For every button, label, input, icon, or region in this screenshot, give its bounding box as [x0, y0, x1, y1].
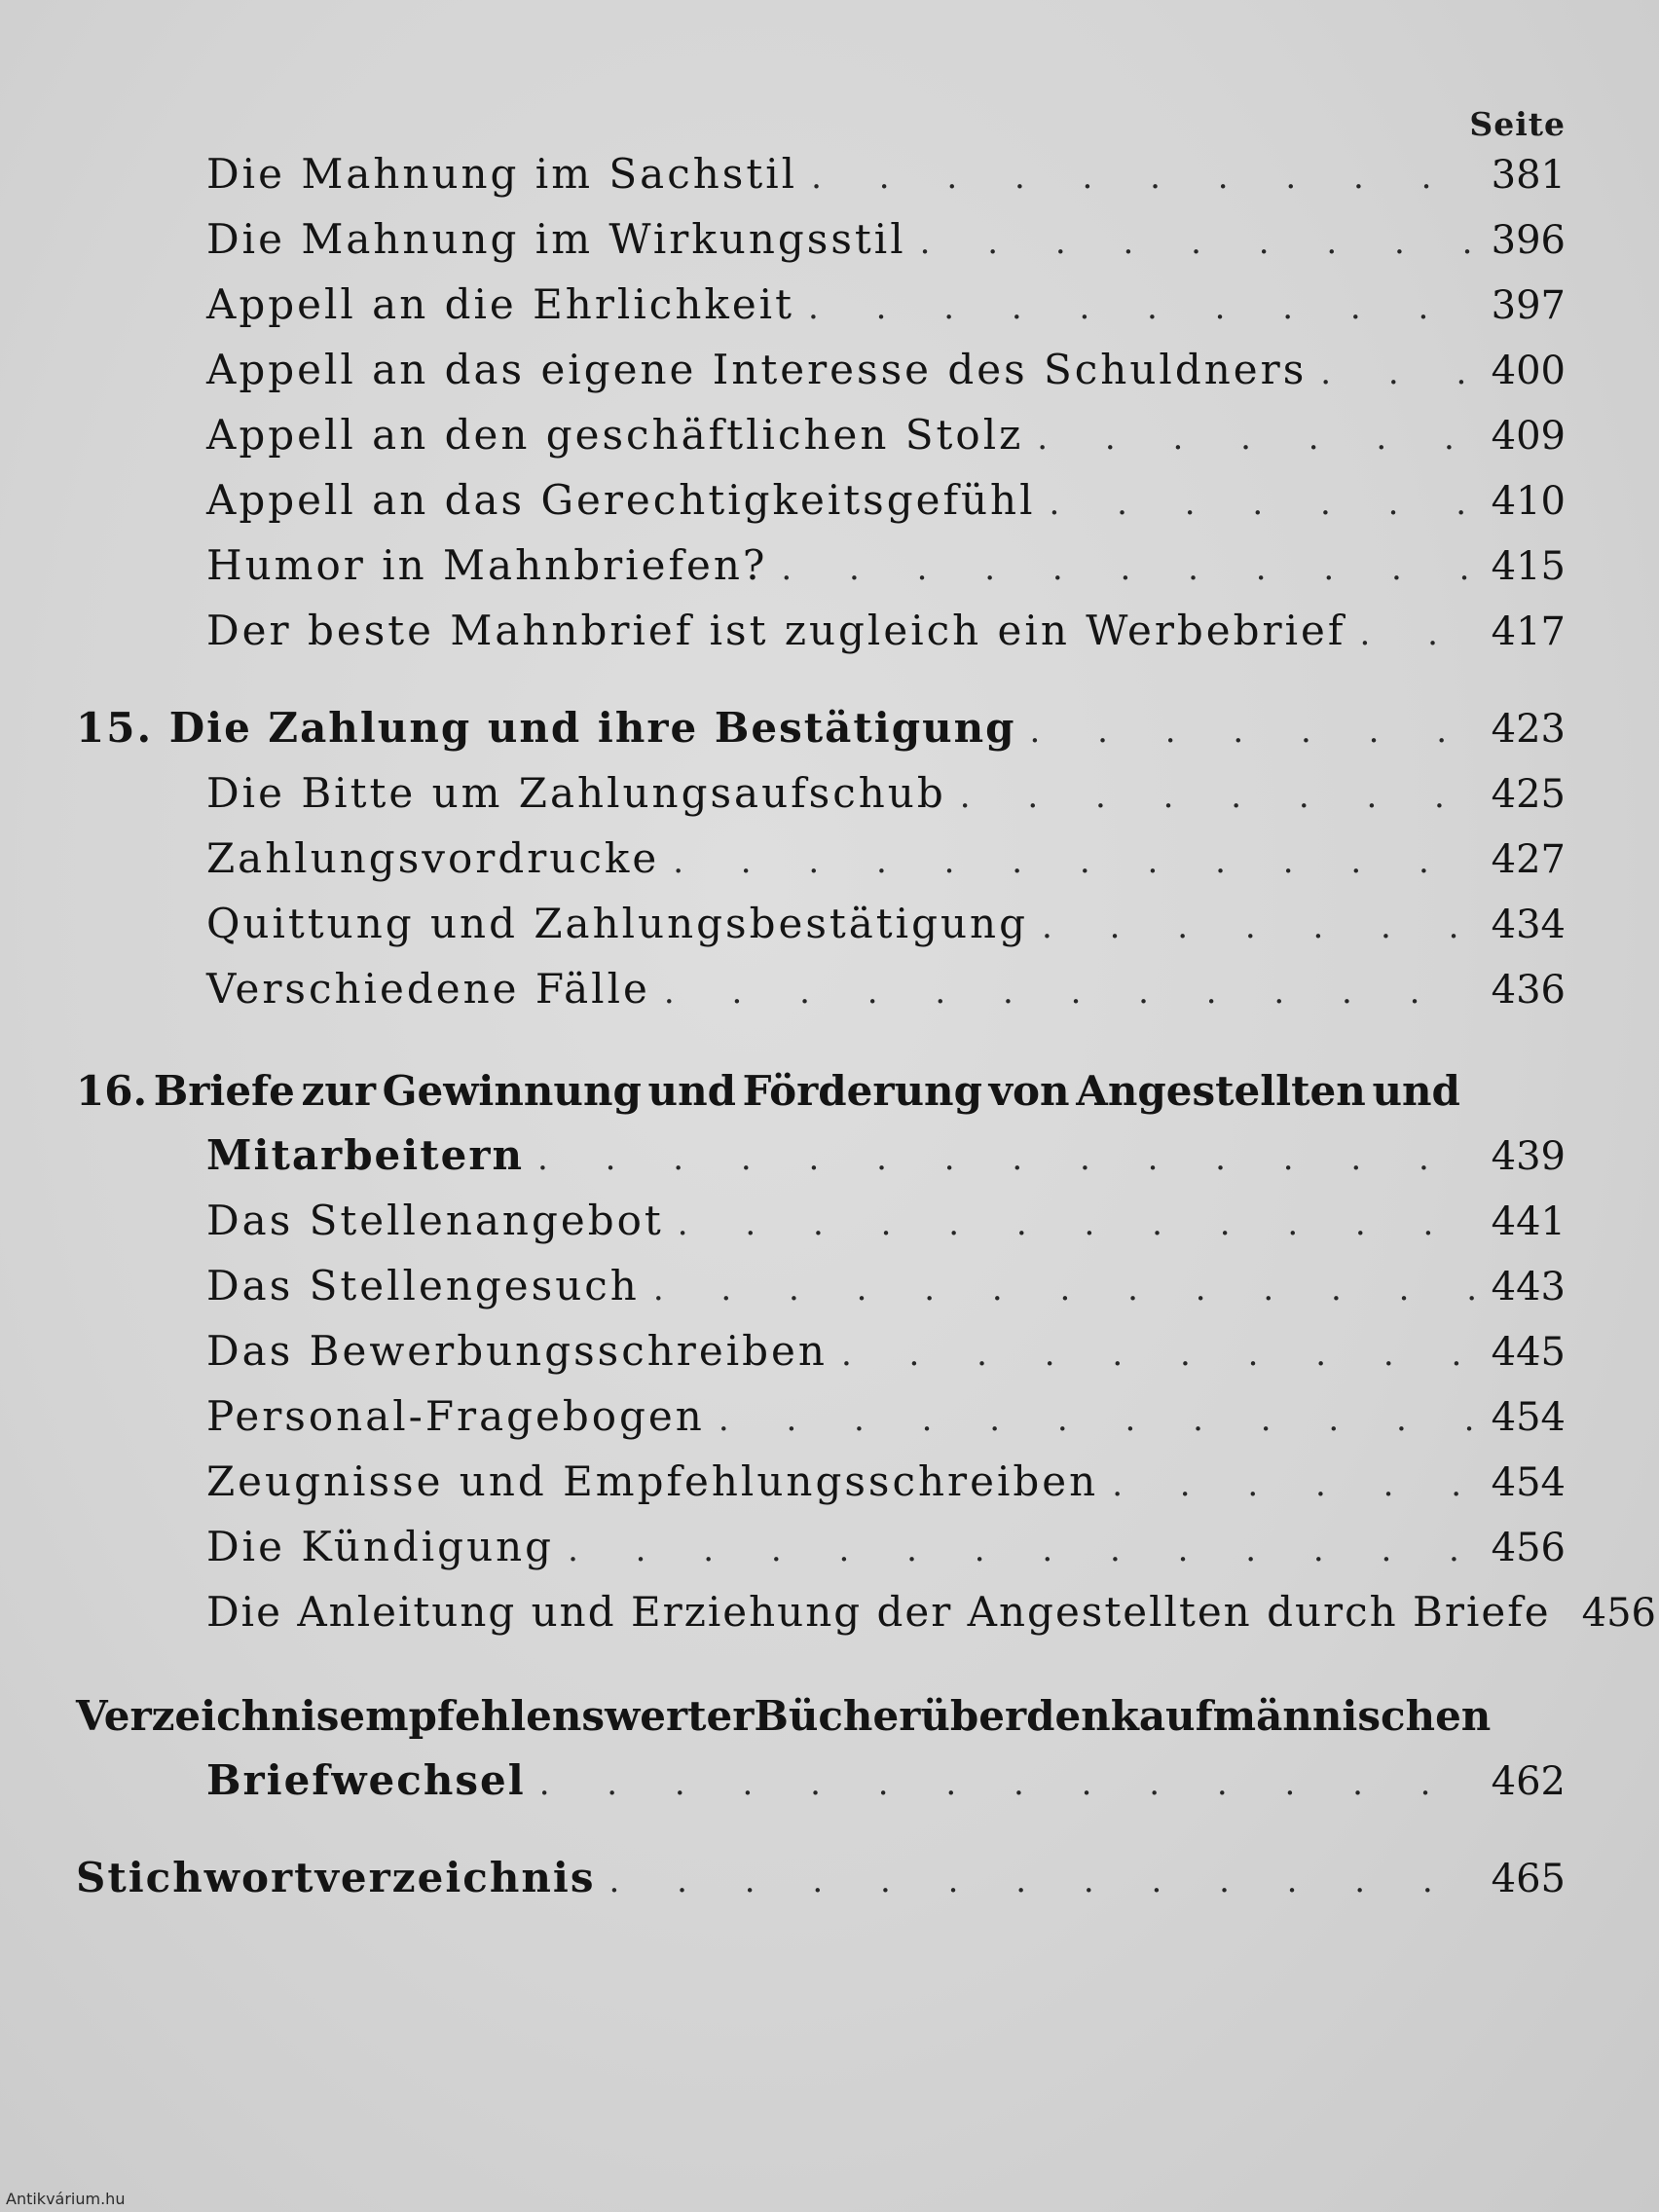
- toc-entry: [206, 150, 1566, 214]
- toc-entry: [206, 607, 1566, 671]
- heading-word: Verzeichnis: [76, 1692, 340, 1740]
- toc-entry-page: 445: [1491, 1330, 1566, 1375]
- toc-entry-title: Verschiedene Fälle: [206, 965, 650, 1013]
- toc-entry-title: Das Bewerbungsschreiben: [206, 1327, 828, 1375]
- toc-entry-page: 456: [1491, 1526, 1566, 1570]
- toc-entry: [206, 769, 1566, 833]
- dot-leader: [1320, 353, 1473, 392]
- toc-entry-title: Appell an die Ehrlichkeit: [206, 280, 794, 328]
- dot-leader: [537, 1139, 1474, 1178]
- toc-entry: [206, 1392, 1566, 1456]
- toc-entry-page: 396: [1491, 218, 1566, 263]
- heading-word: von: [988, 1067, 1070, 1115]
- heading-word: Briefe: [153, 1067, 295, 1115]
- toc-entry-page: 427: [1491, 837, 1566, 882]
- dot-leader: [808, 288, 1474, 327]
- toc-chapter: [206, 1756, 1566, 1821]
- toc-chapter: [76, 704, 1566, 768]
- heading-word: den: [1026, 1692, 1111, 1740]
- heading-word: Förderung: [742, 1067, 982, 1115]
- toc-entry-title: Das Stellengesuch: [206, 1262, 640, 1309]
- toc-entry: [206, 346, 1566, 410]
- heading-word: kaufmännischen: [1110, 1692, 1492, 1740]
- toc-entry-page: 397: [1491, 283, 1566, 328]
- toc-entry-title: Appell an das Gerechtigkeitsgefühl: [206, 476, 1036, 524]
- toc-entry-title: Die Mahnung im Wirkungsstil: [206, 215, 906, 263]
- toc-chapter-title-line: [76, 1692, 1492, 1756]
- heading-word: und: [1372, 1067, 1460, 1115]
- toc-entry: [206, 476, 1566, 540]
- dot-leader: [1030, 712, 1474, 751]
- toc-entry-page: 381: [1491, 153, 1566, 198]
- toc-entry-title: Quittung und Zahlungsbestätigung: [206, 900, 1028, 947]
- heading-word: Gewinnung: [382, 1067, 642, 1115]
- dot-leader: [539, 1764, 1474, 1803]
- dot-leader: [653, 1270, 1474, 1309]
- toc-entry: [206, 1197, 1566, 1261]
- dot-leader: [678, 1204, 1474, 1243]
- dot-leader: [781, 549, 1473, 588]
- heading-word: empfehlenswerter: [339, 1692, 755, 1740]
- toc-entry-title: Personal-Fragebogen: [206, 1392, 705, 1440]
- heading-word: und: [647, 1067, 736, 1115]
- toc-entry-page: 410: [1491, 479, 1566, 524]
- toc-entry: [206, 1588, 1657, 1652]
- toc-chapter-page: 439: [1491, 1134, 1566, 1179]
- toc-entry-title: Das Stellenangebot: [206, 1197, 664, 1244]
- toc-entry: [206, 834, 1566, 899]
- toc-chapter-title: Briefwechsel: [206, 1756, 526, 1804]
- dot-leader: [719, 1400, 1474, 1439]
- toc-entry-page: 425: [1491, 772, 1566, 817]
- toc-entry-page: 456: [1581, 1591, 1657, 1636]
- dot-leader: [960, 777, 1474, 816]
- dot-leader: [1037, 419, 1473, 458]
- dot-leader: [568, 1530, 1474, 1569]
- dot-leader: [609, 1862, 1474, 1900]
- dot-leader: [673, 842, 1473, 881]
- dot-leader: [841, 1335, 1474, 1374]
- toc-chapter: [76, 1854, 1566, 1918]
- dot-leader: [1359, 614, 1473, 653]
- toc-entry-page: 443: [1491, 1265, 1566, 1309]
- toc-entry: [206, 215, 1566, 279]
- toc-entry: [206, 411, 1566, 475]
- toc-chapter-title-line: [76, 1067, 1460, 1131]
- toc-entry-title: Der beste Mahnbrief ist zugleich ein Werbebrief: [206, 607, 1346, 654]
- toc-entry: [206, 1327, 1566, 1391]
- toc-entry-page: 441: [1491, 1199, 1566, 1244]
- toc-entry-title: Die Bitte um Zahlungsaufschub: [206, 769, 946, 817]
- dot-leader: [1050, 484, 1474, 523]
- toc-entry-title: Zahlungsvordrucke: [206, 834, 660, 882]
- toc-entry: [206, 900, 1566, 964]
- toc-entry: [206, 541, 1566, 606]
- heading-word: über: [920, 1692, 1027, 1740]
- toc-entry-title: Die Kündigung: [206, 1523, 555, 1570]
- dot-leader: [664, 973, 1474, 1012]
- watermark: Antikvárium.hu: [6, 2190, 126, 2208]
- heading-word: Bücher: [754, 1692, 921, 1740]
- toc-chapter: [206, 1131, 1566, 1196]
- heading-word: zur: [301, 1067, 376, 1115]
- toc-entry-title: Humor in Mahnbriefen?: [206, 541, 768, 589]
- toc-entry-page: 454: [1491, 1460, 1566, 1505]
- toc-entry: [206, 1262, 1566, 1326]
- toc-entry-page: 436: [1491, 968, 1566, 1013]
- toc-entry-page: 454: [1491, 1395, 1566, 1440]
- toc-chapter-page: 465: [1491, 1857, 1566, 1901]
- dot-leader: [1042, 907, 1474, 946]
- toc-entry-page: 417: [1491, 609, 1566, 654]
- toc-entry: [206, 1457, 1566, 1522]
- toc-entry-page: 415: [1491, 544, 1566, 589]
- toc-entry-title: Zeugnisse und Empfehlungsschreiben: [206, 1457, 1099, 1505]
- toc-chapter-page: 462: [1491, 1759, 1566, 1804]
- dot-leader: [811, 158, 1474, 197]
- dot-leader: [920, 223, 1474, 262]
- toc-chapter-title: Stichwortverzeichnis: [76, 1854, 596, 1901]
- toc-entry: [206, 1523, 1566, 1587]
- toc-chapter-title: 15. Die Zahlung und ihre Bestätigung: [76, 704, 1016, 752]
- toc-entry-title: Appell an das eigene Interesse des Schuldners: [206, 346, 1308, 393]
- toc-entry-title: Die Mahnung im Sachstil: [206, 150, 798, 198]
- toc-entry: [206, 965, 1566, 1029]
- toc-entry: [206, 280, 1566, 345]
- toc-chapter-page: 423: [1491, 707, 1566, 752]
- toc-entry-title: Die Anleitung und Erziehung der Angestellten durch Briefe: [206, 1588, 1551, 1636]
- dot-leader: [1112, 1465, 1473, 1504]
- toc-entry-title: Appell an den geschäftlichen Stolz: [206, 411, 1024, 459]
- toc-entry-page: 400: [1491, 349, 1566, 393]
- toc-chapter-title: Mitarbeitern: [206, 1131, 525, 1179]
- toc-entry-page: 434: [1491, 903, 1566, 947]
- heading-word: 16.: [76, 1067, 148, 1115]
- toc-entry-page: 409: [1491, 414, 1566, 459]
- heading-word: Angestellten: [1076, 1067, 1366, 1115]
- page-column-header: Seite: [1469, 105, 1566, 143]
